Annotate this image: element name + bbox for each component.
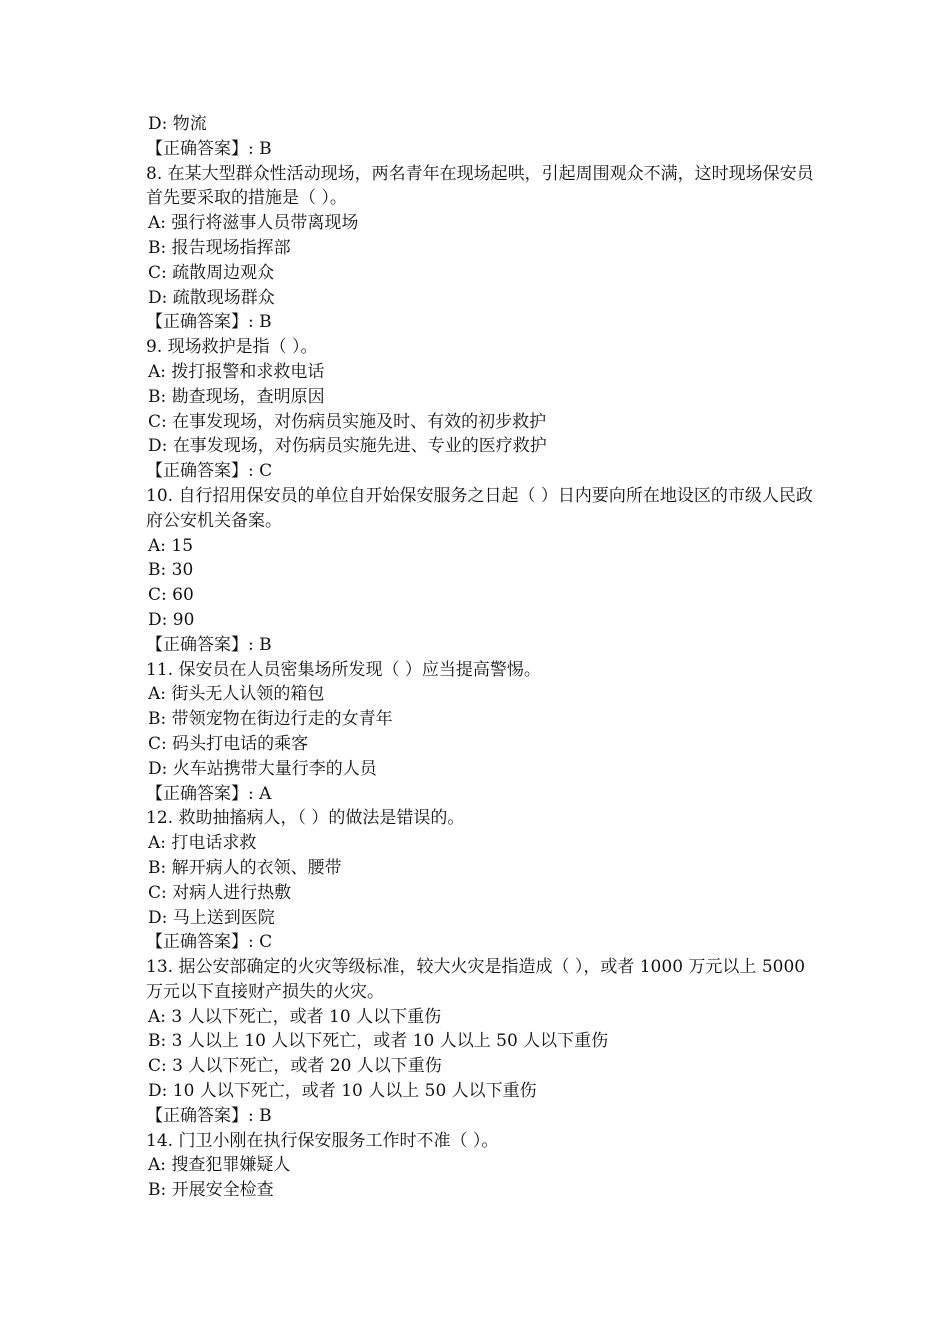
answer-line: 【正确答案】: C bbox=[146, 932, 273, 953]
option-b: B: 3 人以上 10 人以下死亡，或者 10 人以上 50 人以下重伤 bbox=[148, 1031, 609, 1052]
question-12 bbox=[146, 806, 826, 955]
option-b: B: 30 bbox=[148, 560, 194, 581]
option-d: D: 火车站携带大量行李的人员 bbox=[148, 758, 377, 779]
lead-block bbox=[146, 112, 826, 162]
question-14 bbox=[146, 1129, 826, 1203]
answer-line: 【正确答案】: C bbox=[146, 461, 273, 482]
option-c: C: 60 bbox=[148, 585, 194, 606]
answer-line: 【正确答案】: B bbox=[146, 312, 272, 333]
option-d: D: 在事发现场，对伤病员实施先进、专业的医疗救护 bbox=[148, 436, 547, 457]
option-c: C: 对病人进行热敷 bbox=[148, 882, 292, 903]
option-a: A: 15 bbox=[148, 535, 194, 556]
question-10 bbox=[146, 484, 826, 658]
option-d: D: 10 人以下死亡，或者 10 人以上 50 人以下重伤 bbox=[148, 1081, 537, 1102]
question-13 bbox=[146, 955, 826, 1129]
option-b: B: 开展安全检查 bbox=[148, 1180, 274, 1201]
option-b: B: 勘查现场，查明原因 bbox=[148, 386, 325, 407]
option-a: A: 强行将滋事人员带离现场 bbox=[148, 213, 359, 234]
question-stem: 11. 保安员在人员密集场所发现（ ）应当提高警惕。 bbox=[146, 659, 541, 680]
question-stem: 9. 现场救护是指（ ）。 bbox=[146, 337, 318, 358]
answer-line: 【正确答案】: A bbox=[146, 783, 272, 804]
question-9 bbox=[146, 335, 826, 484]
option-b: B: 带领宠物在街边行走的女青年 bbox=[148, 709, 393, 730]
answer-line: 【正确答案】: B bbox=[146, 1105, 272, 1126]
question-11 bbox=[146, 658, 826, 807]
option-line: D: 物流 bbox=[148, 114, 207, 134]
answer-line: 【正确答案】: B bbox=[146, 634, 272, 655]
option-a: A: 3 人以下死亡，或者 10 人以下重伤 bbox=[148, 1006, 442, 1027]
question-stem: 8. 在某大型群众性活动现场，两名青年在现场起哄，引起周围观众不满，这时现场保安员首先要采取的措施是（ ）。 bbox=[146, 163, 814, 209]
option-a: A: 街头无人认领的箱包 bbox=[148, 684, 325, 705]
question-stem: 14. 门卫小刚在执行保安服务工作时不准（ ）。 bbox=[146, 1130, 499, 1151]
option-d: D: 90 bbox=[148, 609, 195, 630]
question-stem: 12. 救助抽搐病人，（ ）的做法是错误的。 bbox=[146, 808, 465, 829]
option-c: C: 疏散周边观众 bbox=[148, 262, 275, 283]
question-8 bbox=[146, 162, 826, 336]
option-a: A: 拨打报警和求救电话 bbox=[148, 361, 325, 382]
question-stem: 10. 自行招用保安员的单位自开始保安服务之日起（ ）日内要向所在地设区的市级人民政府公安机关备案。 bbox=[146, 485, 813, 531]
option-a: A: 搜查犯罪嫌疑人 bbox=[148, 1155, 291, 1176]
option-c: C: 码头打电话的乘客 bbox=[148, 733, 309, 754]
option-b: B: 报告现场指挥部 bbox=[148, 237, 291, 258]
option-a: A: 打电话求救 bbox=[148, 833, 257, 854]
answer-line: 【正确答案】: B bbox=[146, 138, 272, 159]
option-d: D: 马上送到医院 bbox=[148, 907, 275, 928]
option-c: C: 在事发现场，对伤病员实施及时、有效的初步救护 bbox=[148, 411, 547, 432]
option-d: D: 疏散现场群众 bbox=[148, 287, 275, 308]
option-b: B: 解开病人的衣领、腰带 bbox=[148, 857, 342, 878]
option-c: C: 3 人以下死亡，或者 20 人以下重伤 bbox=[148, 1056, 442, 1077]
document-body bbox=[146, 112, 826, 1203]
question-stem: 13. 据公安部确定的火灾等级标准，较大火灾是指造成（ ），或者 1000 万元以上 5000 万元以下直接财产损失的火灾。 bbox=[146, 957, 806, 1002]
